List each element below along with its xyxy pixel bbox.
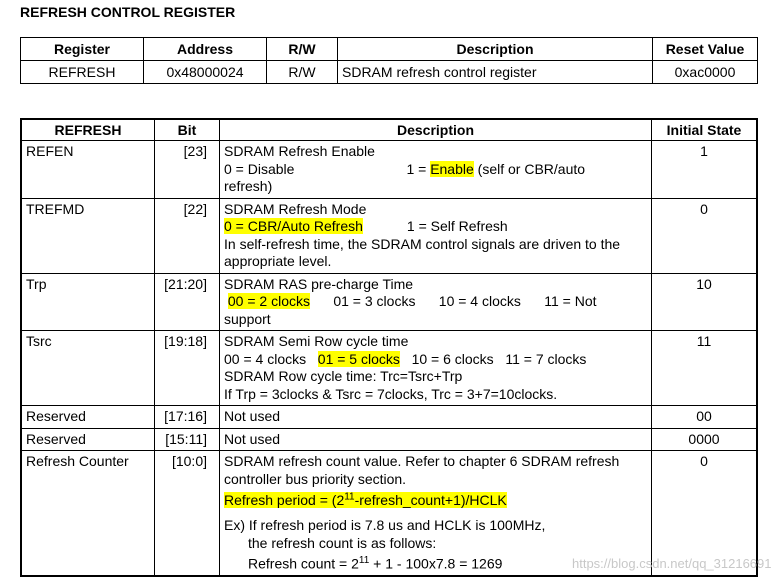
register-rw: R/W — [267, 61, 338, 84]
option-text: support — [224, 310, 271, 327]
highlight: 0 = CBR/Auto Refresh — [224, 218, 363, 234]
field-bit: [17:16] — [155, 406, 220, 429]
page-title: REFRESH CONTROL REGISTER — [20, 4, 236, 20]
field-description — [220, 331, 652, 406]
table-header-row — [21, 38, 758, 61]
column-header: Description — [338, 38, 653, 61]
field-bit: [21:20] — [155, 273, 220, 331]
register-address: 0x48000024 — [144, 61, 267, 84]
field-description — [220, 273, 652, 331]
field-desc-title: SDRAM Refresh Enable — [224, 143, 375, 159]
table-row — [21, 61, 758, 84]
field-bit: [22] — [155, 198, 220, 273]
column-header: Address — [144, 38, 267, 61]
field-desc-options — [224, 293, 647, 311]
option-text: (self or CBR/auto — [473, 160, 586, 177]
column-header: Description — [220, 119, 652, 141]
field-desc-title: SDRAM RAS pre-charge Time — [224, 275, 414, 292]
field-initial-state: 10 — [652, 273, 758, 331]
table-row — [21, 428, 757, 451]
field-initial-state: 1 — [652, 141, 758, 199]
highlight — [224, 492, 507, 508]
highlight: Enable — [430, 160, 474, 177]
field-name: Trp — [21, 273, 155, 331]
register-name: REFRESH — [21, 61, 144, 84]
field-description — [220, 198, 652, 273]
table-row — [21, 406, 757, 429]
bitfield-table — [20, 118, 758, 577]
column-header: Register — [21, 38, 144, 61]
field-name: Reserved — [21, 428, 155, 451]
example-text: Ex) If refresh period is 7.8 us and HCLK is 100MHz, — [224, 517, 546, 534]
option-text: refresh) — [224, 178, 273, 194]
option-text: 1 = Self Refresh — [406, 218, 508, 234]
column-header: Bit — [155, 119, 220, 141]
field-initial-state: 11 — [652, 331, 758, 406]
table-row — [21, 141, 757, 199]
table-header-row — [21, 119, 757, 141]
table-row — [21, 198, 757, 273]
register-summary-table — [20, 37, 758, 84]
field-desc-options — [224, 351, 647, 369]
column-header: REFRESH — [21, 119, 155, 141]
formula-text: Refresh period = (2 — [224, 491, 345, 508]
column-header: Initial State — [652, 119, 758, 141]
column-header: Reset Value — [653, 38, 758, 61]
column-header: R/W — [267, 38, 338, 61]
field-desc-title: SDRAM Semi Row cycle time — [224, 333, 409, 349]
field-note: SDRAM Row cycle time: Trc=Tsrc+Trp — [224, 368, 463, 384]
register-reset-value: 0xac0000 — [653, 61, 758, 84]
field-name: Tsrc — [21, 331, 155, 406]
field-bit: [10:0] — [155, 451, 220, 577]
formula-exponent: 11 — [344, 491, 355, 502]
field-desc-options — [224, 218, 647, 236]
field-name: REFEN — [21, 141, 155, 199]
field-note: controller bus priority section. — [224, 470, 407, 487]
field-description: Not used — [220, 428, 652, 451]
field-initial-state: 0 — [652, 451, 758, 577]
field-initial-state: 0 — [652, 198, 758, 273]
formula-text: + 1 - 100x7.8 = 1269 — [369, 555, 503, 572]
option-text: 01 = 3 clocks 10 = 4 clocks 11 = Not — [333, 293, 597, 309]
formula-text: -refresh_count+1)/HCLK — [354, 491, 507, 508]
field-initial-state: 00 — [652, 406, 758, 429]
field-note: If Trp = 3clocks & Tsrc = 7clocks, Trc = 3+7=10clocks. — [224, 385, 558, 402]
table-row — [21, 273, 757, 331]
field-bit: [23] — [155, 141, 220, 199]
option-text: 00 = 4 clocks — [224, 350, 307, 367]
field-name: Reserved — [21, 406, 155, 429]
field-bit: [15:11] — [155, 428, 220, 451]
field-note: appropriate level. — [224, 253, 332, 269]
example-text: the refresh count is as follows: — [248, 534, 437, 551]
formula-exponent: 11 — [358, 555, 370, 567]
option-text: 0 = Disable — [224, 160, 295, 177]
watermark: https://blog.csdn.net/qq_31216691 — [572, 556, 772, 571]
field-initial-state: 0000 — [652, 428, 758, 451]
field-note: SDRAM refresh count value. Refer to chapter 6 SDRAM refresh — [224, 453, 620, 469]
option-text: 1 = — [406, 160, 431, 177]
formula — [224, 488, 647, 509]
highlight: 00 = 2 clocks — [227, 293, 310, 309]
register-description: SDRAM refresh control register — [338, 61, 653, 84]
highlight: 01 = 5 clocks — [317, 350, 400, 367]
option-text: 10 = 6 clocks 11 = 7 clocks — [411, 350, 587, 367]
table-row — [21, 331, 757, 406]
field-name: TREFMD — [21, 198, 155, 273]
field-description — [220, 141, 652, 199]
field-name: Refresh Counter — [21, 451, 155, 577]
field-desc-title: SDRAM Refresh Mode — [224, 200, 367, 217]
field-description: Not used — [220, 406, 652, 429]
formula-text: Refresh count = 2 — [248, 555, 359, 572]
field-desc-options — [224, 161, 647, 179]
field-bit: [19:18] — [155, 331, 220, 406]
field-note: In self-refresh time, the SDRAM control signals are driven to the — [224, 235, 621, 252]
